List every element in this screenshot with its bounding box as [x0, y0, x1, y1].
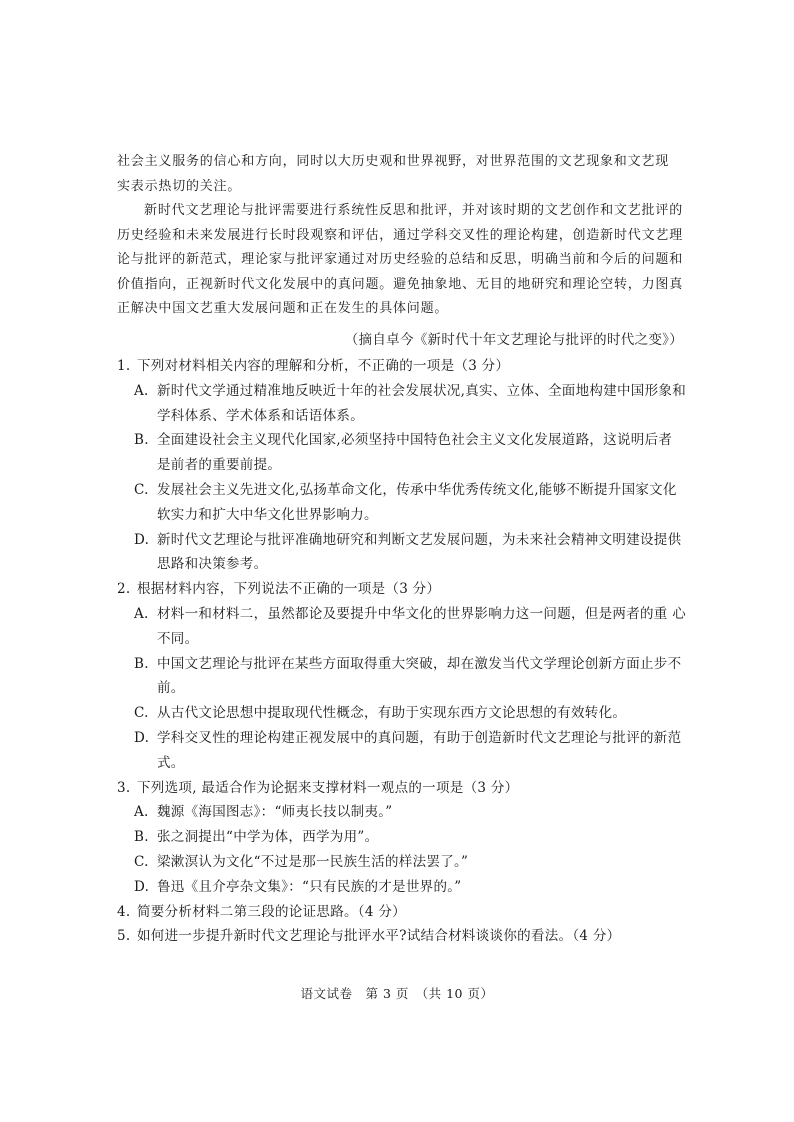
- option-text: 张之洞提出“中学为体，西学为用”。: [157, 829, 379, 846]
- question-5: [117, 924, 687, 949]
- option-c: [117, 701, 687, 726]
- question-number: 1.: [117, 358, 131, 374]
- question-2: [117, 577, 687, 602]
- question-stem: 简要分析材料二第三段的论证思路。（4 分）: [137, 903, 406, 920]
- question-stem: 下列选项, 最适合作为论据来支撑材料一观点的一项是（3 分）: [137, 779, 519, 796]
- option-letter: A.: [134, 382, 149, 399]
- option-text: 学科交叉性的理论构建正视发展中的真问题，有助于创造新时代文艺理论与批评的新范式。: [157, 729, 682, 771]
- option-text: 从古代文论思想中提取现代性概念，有助于实现东西方文论思想的有效转化。: [157, 705, 627, 722]
- option-d: [117, 528, 687, 578]
- option-letter: B.: [134, 829, 149, 846]
- question-number: 5.: [117, 928, 131, 945]
- passage-source: （摘自卓今《新时代十年文艺理论与批评的时代之变》）: [344, 332, 683, 348]
- option-letter: C.: [134, 481, 149, 498]
- question-stem: 如何进一步提升新时代文艺理论与批评水平?试结合材料谈谈你的看法。（4 分）: [137, 928, 621, 945]
- question-3: [117, 776, 687, 801]
- option-d: [117, 875, 687, 900]
- option-letter: A.: [134, 804, 149, 821]
- passage-paragraph: 新时代文艺理论与批评需要进行系统性反思和批评，并对该时期的文艺创作和文艺批评的历史经验和未来发展进行长时段观察和评估，通过学科交叉性的理论构建，创造新时代文艺理论与批评的新范式，理论家与批评家通过对历史经验的总结和反思，明确当前和今后的问题和价值指向，正视新时代文化发展中的真问题。避免抽象地、无目的地研究和理论空转，力图真正解决中国文艺重大发展问题和正在发生的具体问题。: [117, 203, 683, 316]
- question-stem: 根据材料内容，下列说法不正确的一项是（3 分）: [137, 581, 441, 598]
- passage-line: 实表示热切的关注。: [117, 178, 242, 194]
- option-letter: D.: [134, 878, 150, 895]
- option-text: 全面建设社会主义现代化国家,必须坚持中国特色社会主义文化发展道路，这说明后者 是前者的重要前提。: [157, 432, 673, 474]
- option-letter: C.: [134, 705, 149, 722]
- option-text: 鲁迅《且介亭杂文集》：“只有民族的才是世界的。”: [157, 878, 462, 895]
- question-list: [117, 354, 687, 949]
- option-text: 发展社会主义先进文化,弘扬革命文化，传承中华优秀传统文化,能够不断提升国家文化软实力和扩大中华文化世界影响力。: [157, 481, 677, 523]
- option-letter: D.: [134, 729, 150, 746]
- option-letter: C.: [134, 853, 149, 870]
- option-d: [117, 726, 687, 776]
- option-letter: A.: [134, 605, 149, 622]
- option-text: 新时代文艺理论与批评准确地研究和判断文艺发展问题，为未来社会精神文明建设提供思路和决策参考。: [157, 531, 682, 573]
- option-text: 梁漱溟认为文化“不过是那一民族生活的样法罢了。”: [157, 853, 469, 870]
- option-a: [117, 379, 687, 429]
- page-footer: 语文试卷 第 3 页 （共 10 页）: [300, 986, 494, 1001]
- option-b: [117, 428, 687, 478]
- question-1: [117, 354, 687, 379]
- question-number: 2.: [117, 581, 131, 598]
- option-a: [117, 800, 687, 825]
- option-text: 材料一和材料二，虽然都论及要提升中华文化的世界影响力这一问题，但是两者的重 心不同。: [157, 605, 686, 647]
- reading-passage: [117, 150, 683, 322]
- option-text: 新时代文学通过精准地反映近十年的社会发展状况,真实、立体、全面地构建中国形象和学科体系、学术体系和话语体系。: [157, 382, 686, 424]
- option-b: [117, 652, 687, 702]
- option-text: 魏源《海国图志》：“师夷长技以制夷。”: [157, 804, 393, 821]
- option-c: [117, 478, 687, 528]
- option-b: [117, 825, 687, 850]
- option-letter: B.: [134, 432, 149, 449]
- question-stem: 下列对材料相关内容的理解和分析，不正确的一项是（3 分）: [137, 358, 510, 374]
- option-text: 中国文艺理论与批评在某些方面取得重大突破，却在激发当代文学理论创新方面止步不前。: [157, 655, 682, 697]
- question-4: [117, 900, 687, 925]
- option-letter: B.: [134, 655, 149, 672]
- option-c: [117, 850, 687, 875]
- question-number: 3.: [117, 779, 131, 796]
- passage-line: 社会主义服务的信心和方向，同时以大历史观和世界视野，对世界范围的文艺现象和文艺现: [117, 154, 670, 169]
- question-number: 4.: [117, 903, 131, 920]
- option-letter: D.: [134, 531, 150, 548]
- option-a: [117, 602, 687, 652]
